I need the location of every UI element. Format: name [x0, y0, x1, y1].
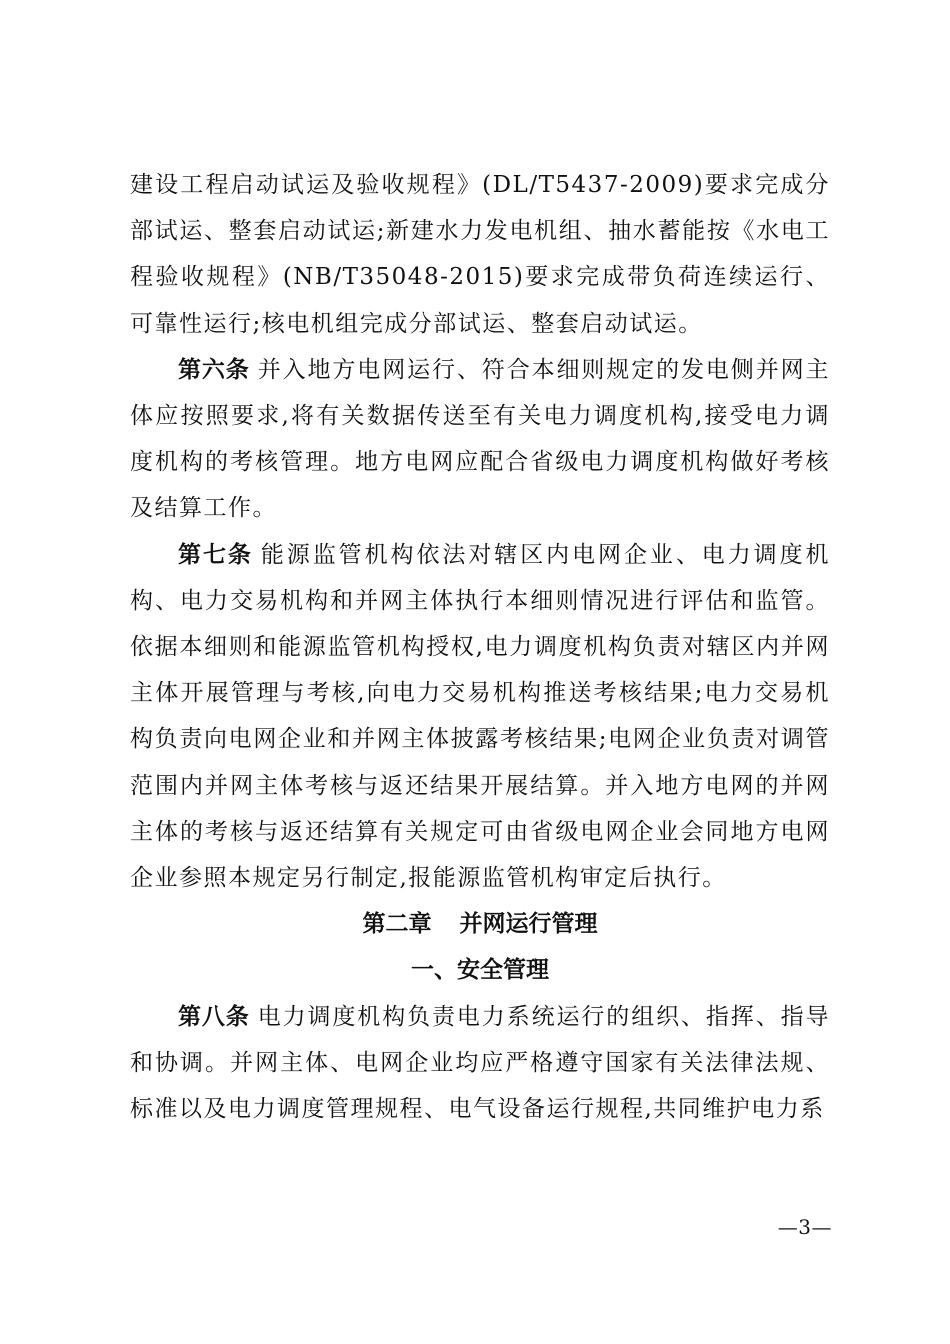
chapter-number: 第二章	[362, 911, 432, 938]
article-6-label: 第六条	[178, 356, 250, 383]
article-8-text: 电力调度机构负责电力系统运行的组织、指挥、指导和协调。并网主体、电网企业均应严格遵守国家有关法律法规、标准以及电力调度管理规程、电气设备运行规程,共同维护电力系	[130, 1003, 831, 1123]
section-title: 一、安全管理	[411, 957, 549, 984]
section-heading	[130, 947, 830, 993]
article-7-text: 能源监管机构依法对辖区内电网企业、电力调度机构、电力交易机构和并网主体执行本细则情况进行评估和监管。依据本细则和能源监管机构授权,电力调度机构负责对辖区内并网主体开展管理与考核,向电力交易机构推送考核结果;电力交易机构负责向电网企业和并网主体披露考核结果;电网企业负责对调管范围内并网主体考核与返还结果开展结算。并入地方电网的并网主体的考核与返还结算有关规定可由省级电网企业会同地方电网企业参照本规定另行制定,报能源监管机构审定后执行。	[130, 541, 830, 892]
page-number: —3—	[777, 1215, 832, 1239]
paragraph-text: 建设工程启动试运及验收规程》(DL/T5437-2009)要求完成分部试运、整套启动试运;新建水力发电机组、抽水蓄能按《水电工程验收规程》(NB/T35048-2015)要求完成带负荷连续运行、可靠性运行;核电机组完成分部试运、整套启动试运。	[130, 172, 830, 337]
chapter-heading	[130, 901, 830, 947]
article-8-label: 第八条	[178, 1003, 250, 1030]
article-6	[130, 347, 830, 532]
chapter-title: 并网运行管理	[459, 911, 598, 938]
article-6-text: 并入地方电网运行、符合本细则规定的发电侧并网主体应按照要求,将有关数据传送至有关电力调度机构,接受电力调度机构的考核管理。地方电网应配合省级电力调度机构做好考核及结算工作。	[130, 356, 831, 522]
article-7-label: 第七条	[178, 541, 253, 568]
paragraph-continuation	[130, 162, 830, 347]
article-8	[130, 994, 830, 1133]
article-7	[130, 532, 830, 902]
document-body	[130, 162, 830, 1132]
